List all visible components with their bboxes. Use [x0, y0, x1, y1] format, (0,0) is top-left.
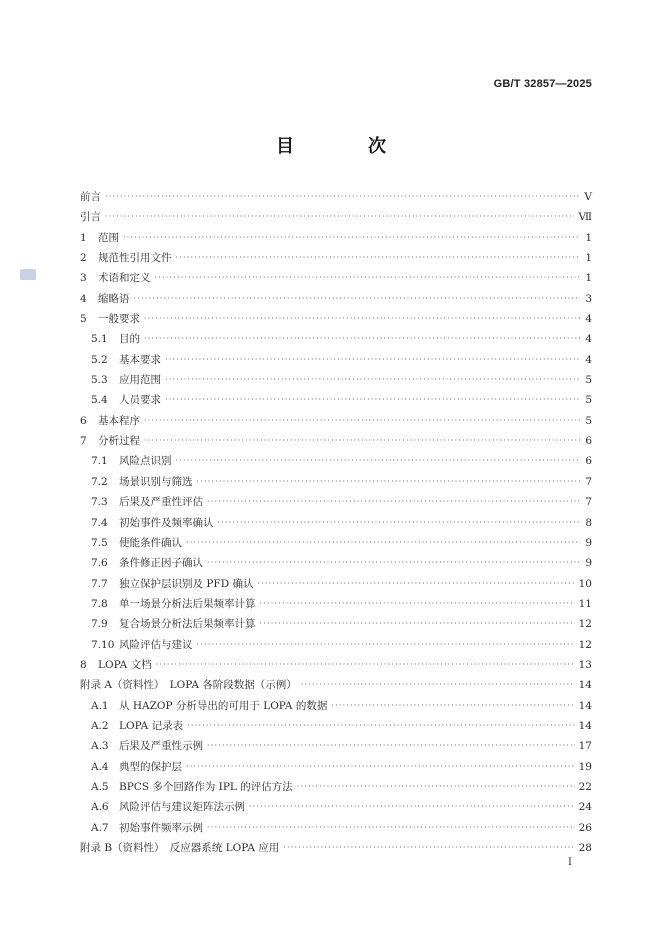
toc-entry-page: 5 [585, 414, 592, 427]
toc-entry-number: 5.3 [91, 374, 108, 387]
toc-leader-dots [134, 294, 581, 303]
toc-leader-dots [257, 579, 574, 588]
page-title: 目 次 [276, 136, 414, 157]
toc-entry-title: 缩略语 [98, 292, 130, 305]
toc-entry-page: 1 [585, 252, 592, 265]
toc-leader-dots [207, 823, 575, 832]
toc-entry-number: A.4 [91, 760, 109, 773]
toc-entry-title: 基本程序 [98, 414, 140, 427]
toc-entry[interactable] [80, 555, 592, 575]
toc-entry[interactable] [80, 657, 592, 677]
toc-entry-page: 5 [585, 394, 592, 407]
toc-entry[interactable] [80, 637, 592, 657]
toc-leader-dots [155, 273, 581, 282]
toc-entry[interactable] [80, 596, 592, 616]
toc-entry-title: 应用范围 [119, 374, 161, 387]
toc-entry-number: 1 [80, 231, 87, 244]
toc-entry[interactable] [80, 738, 592, 758]
toc-entry-page: 9 [585, 536, 592, 549]
toc-entry[interactable] [80, 677, 592, 697]
toc-entry-number: 5.4 [91, 394, 108, 407]
toc-entry[interactable] [80, 779, 592, 799]
toc-entry-number: 7.10 [91, 638, 115, 651]
toc-entry-title: 一般要求 [98, 313, 140, 326]
toc-entry-number: A.3 [91, 740, 109, 753]
toc-leader-dots [207, 497, 580, 506]
toc-entry[interactable] [80, 616, 592, 636]
toc-entry-title: 初始事件及频率确认 [119, 516, 214, 529]
toc-entry-number: 8 [80, 658, 87, 671]
toc-leader-dots [207, 558, 580, 567]
toc-entry[interactable] [80, 535, 592, 555]
toc-entry-title: 独立保护层识别及 PFD 确认 [119, 577, 254, 590]
toc-entry-page: 19 [578, 760, 592, 773]
toc-entry[interactable] [80, 311, 592, 331]
toc-entry-number: A.6 [91, 801, 109, 814]
toc-entry-title: 风险评估与建议 [119, 638, 193, 651]
toc-entry-title: 规范性引用文件 [98, 252, 172, 265]
toc-entry[interactable] [80, 494, 592, 514]
toc-leader-dots [249, 802, 575, 811]
toc-entry[interactable] [80, 291, 592, 311]
toc-entry-number: 7.2 [91, 475, 108, 488]
toc-entry-title: 初始事件频率示例 [119, 821, 203, 834]
toc-leader-dots [283, 843, 574, 852]
toc-entry-number: 7.6 [91, 557, 108, 570]
toc-entry-page: 9 [585, 557, 592, 570]
toc-entry[interactable] [80, 698, 592, 718]
toc-entry-title: 术语和定义 [98, 272, 151, 285]
toc-entry-title: 条件修正因子确认 [119, 557, 203, 570]
toc-leader-dots [186, 762, 575, 771]
toc-leader-dots [331, 701, 574, 710]
toc-entry[interactable] [80, 372, 592, 392]
toc-entry-title: 典型的保护层 [119, 760, 182, 773]
toc-entry-title: 基本要求 [119, 353, 161, 366]
toc-entry-number: 7.1 [91, 455, 108, 468]
toc-leader-dots [165, 355, 580, 364]
toc-entry-page: 13 [578, 658, 592, 671]
toc-entry-title: 风险评估与建议矩阵法示例 [119, 801, 245, 814]
toc-entry-page: 28 [578, 842, 592, 854]
toc-leader-dots [260, 599, 575, 608]
toc-leader-dots [144, 334, 580, 343]
toc-entry[interactable] [80, 718, 592, 738]
toc-leader-dots [260, 619, 575, 628]
toc-entry-page: 22 [578, 780, 592, 793]
toc-entry[interactable] [80, 820, 592, 840]
toc-entry-number: A.1 [91, 699, 109, 712]
toc-entry-number: 7.3 [91, 496, 108, 509]
toc-entry-title: LOPA 记录表 [119, 719, 184, 732]
toc-entry[interactable] [80, 270, 592, 290]
toc-entry-page: 1 [585, 272, 592, 285]
toc-leader-dots [165, 395, 580, 404]
toc-entry-title: 后果及严重性评估 [119, 496, 203, 509]
toc-entry-number: 2 [80, 252, 87, 265]
toc-entry-title: 从 HAZOP 分析导出的可用于 LOPA 的数据 [119, 699, 328, 712]
toc-entry-page: 7 [585, 475, 592, 488]
toc-leader-dots [197, 477, 581, 486]
toc-entry-page: 11 [578, 597, 592, 610]
toc-entry[interactable] [80, 576, 592, 596]
table-of-contents [80, 189, 592, 860]
toc-entry-title: 分析过程 [98, 435, 140, 448]
toc-entry-page: 26 [578, 821, 592, 834]
toc-entry-title: 复合场景分析法后果频率计算 [119, 618, 256, 631]
toc-entry-page: 8 [585, 516, 592, 529]
toc-entry-page: 14 [578, 699, 592, 712]
toc-entry-page: 4 [585, 333, 592, 346]
toc-leader-dots [105, 192, 580, 201]
toc-entry-title: 人员要求 [119, 394, 161, 407]
toc-entry-title: 引言 [80, 211, 101, 224]
toc-entry-number: 5.1 [91, 333, 108, 346]
toc-entry-number: A.5 [91, 780, 109, 793]
toc-entry-title: 范围 [98, 231, 119, 244]
toc-entry-number: 7.8 [91, 597, 108, 610]
toc-leader-dots [218, 518, 581, 527]
toc-entry-page: 14 [578, 679, 592, 692]
toc-entry[interactable] [80, 799, 592, 819]
toc-entry-page: 12 [578, 638, 592, 651]
toc-entry-page: 4 [585, 353, 592, 366]
toc-entry-number: 4 [80, 292, 87, 305]
toc-entry-title: LOPA 文档 [98, 658, 152, 671]
toc-entry-number: 5.2 [91, 353, 108, 366]
toc-entry-title: 目的 [119, 333, 140, 346]
toc-entry-page: 12 [578, 618, 592, 631]
toc-leader-dots [144, 416, 580, 425]
toc-entry-number: 7 [80, 435, 87, 448]
toc-leader-dots [176, 253, 581, 262]
toc-entry-number: 7.5 [91, 536, 108, 549]
toc-leader-dots [187, 721, 575, 730]
toc-entry-title: BPCS 多个回路作为 IPL 的评估方法 [119, 780, 293, 793]
toc-entry-page: 4 [585, 313, 592, 326]
toc-leader-dots [207, 741, 575, 750]
toc-entry-number: 5 [80, 313, 87, 326]
toc-entry-number: 7.7 [91, 577, 108, 590]
toc-entry[interactable] [80, 189, 592, 209]
toc-entry-title: 后果及严重性示例 [119, 740, 203, 753]
toc-entry[interactable] [80, 515, 592, 535]
toc-entry-page: 1 [585, 231, 592, 244]
toc-entry-page: 6 [585, 435, 592, 448]
margin-stamp-icon [20, 269, 36, 280]
page-number: Ⅰ [568, 857, 572, 868]
toc-entry-page: 3 [585, 292, 592, 305]
toc-entry-title: 前言 [80, 191, 101, 203]
toc-entry-page: 6 [585, 455, 592, 468]
toc-entry[interactable] [80, 474, 592, 494]
toc-entry-title: 风险点识别 [119, 455, 172, 468]
toc-entry-number: 7.9 [91, 618, 108, 631]
toc-entry[interactable] [80, 392, 592, 412]
toc-leader-dots [144, 436, 580, 445]
toc-entry-number: 3 [80, 272, 87, 285]
toc-entry-page: 10 [578, 577, 592, 590]
toc-entry-title: 场景识别与筛选 [119, 475, 193, 488]
toc-entry-page: 24 [578, 801, 592, 814]
toc-entry-number: 7.4 [91, 516, 108, 529]
toc-leader-dots [165, 375, 580, 384]
toc-entry[interactable] [80, 453, 592, 473]
toc-entry-number: 6 [80, 414, 87, 427]
toc-entry-title: 使能条件确认 [119, 536, 182, 549]
toc-entry[interactable] [80, 840, 592, 860]
toc-entry-title: 单一场景分析法后果频率计算 [119, 597, 256, 610]
toc-entry[interactable] [80, 331, 592, 351]
toc-entry-page: Ⅶ [578, 211, 592, 224]
toc-entry-title: 附录 B（资料性） 反应器系统 LOPA 应用 [80, 842, 280, 854]
toc-entry-page: 14 [578, 719, 592, 732]
toc-entry-page: 5 [585, 374, 592, 387]
toc-entry-number: A.7 [91, 821, 109, 834]
toc-leader-dots [156, 660, 575, 669]
toc-entry[interactable] [80, 413, 592, 433]
toc-leader-dots [197, 640, 575, 649]
toc-entry[interactable] [80, 250, 592, 270]
toc-entry[interactable] [80, 759, 592, 779]
toc-entry[interactable] [80, 209, 592, 229]
toc-leader-dots [297, 782, 575, 791]
toc-leader-dots [186, 538, 580, 547]
toc-entry-title: 附录 A（资料性） LOPA 各阶段数据（示例） [80, 679, 297, 692]
toc-leader-dots [176, 456, 581, 465]
toc-leader-dots [123, 233, 580, 242]
toc-entry-page: 7 [585, 496, 592, 509]
toc-entry-page: Ⅴ [584, 191, 592, 203]
toc-entry[interactable] [80, 433, 592, 453]
toc-entry[interactable] [80, 352, 592, 372]
toc-leader-dots [105, 212, 574, 221]
toc-entry-number: A.2 [91, 719, 109, 732]
toc-entry-page: 17 [578, 740, 592, 753]
standard-number: GB/T 32857—2025 [493, 78, 592, 90]
toc-leader-dots [301, 680, 575, 689]
toc-leader-dots [144, 314, 580, 323]
toc-entry[interactable] [80, 230, 592, 250]
